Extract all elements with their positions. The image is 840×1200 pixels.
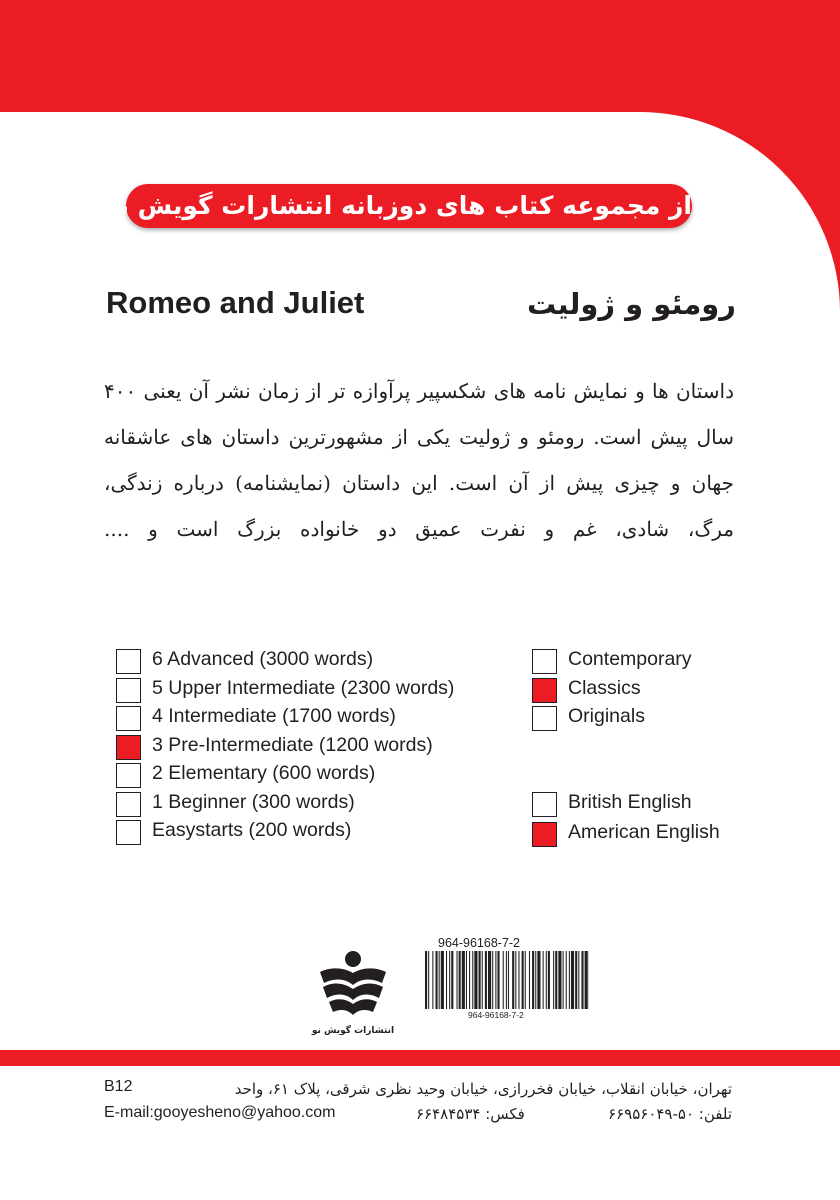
description-line: مرگ، شادی، غم و نفرت عمیق دو خانواده بزرگ است و .... — [104, 517, 734, 541]
level-label: 4 Intermediate (1700 words) — [152, 705, 396, 727]
barcode-bar — [569, 951, 570, 1009]
barcode-bar — [479, 951, 481, 1009]
barcode-bar — [508, 951, 509, 1009]
barcode-bar — [457, 951, 458, 1009]
barcode-bar — [485, 951, 487, 1009]
barcode-bar — [428, 951, 429, 1009]
barcode-bar — [439, 951, 440, 1009]
barcode-bar — [466, 951, 467, 1009]
barcode-bar — [581, 951, 583, 1009]
barcode-bar — [506, 951, 507, 1009]
barcode-bar — [522, 951, 524, 1009]
publisher-email: E-mail:gooyesheno@yahoo.com — [104, 1104, 336, 1121]
barcode-bar — [535, 951, 536, 1009]
barcode-bar — [462, 951, 465, 1009]
description-line: سال پیش است. رومئو و ژولیت یکی از مشهورترین داستان های عاشقانه — [104, 425, 734, 449]
english-label: American English — [568, 821, 720, 843]
barcode-bar — [492, 951, 493, 1009]
isbn-number: 964-96168-7-2 — [438, 936, 521, 950]
level-label: 1 Beginner (300 words) — [152, 790, 355, 813]
barcode-bar — [472, 951, 473, 1009]
level-checkbox[interactable] — [116, 649, 141, 674]
barcode-bar — [566, 951, 567, 1009]
barcode-bar — [553, 951, 554, 1009]
barcode-bar — [441, 951, 444, 1009]
open-book-person-icon — [318, 945, 388, 1025]
barcode-bar — [488, 951, 491, 1009]
english-checkbox[interactable] — [532, 792, 557, 817]
barcode-bar — [469, 951, 470, 1009]
publisher-logo-text: انتشارات گویش نو — [311, 1026, 395, 1036]
barcode-bar — [436, 951, 438, 1009]
barcode-bar — [543, 951, 544, 1009]
level-checkbox[interactable] — [116, 763, 141, 788]
barcode-bar — [529, 951, 530, 1009]
series-banner: از مجموعه کتاب های دوزبانه انتشارات گویش نو — [126, 184, 692, 228]
publisher-address-unit: B12 — [104, 1078, 133, 1095]
barcode-bar — [548, 951, 550, 1009]
barcode-bar — [482, 951, 483, 1009]
barcode-bar — [532, 951, 534, 1009]
barcode-bar — [497, 951, 499, 1009]
english-checkbox[interactable] — [532, 822, 557, 847]
barcode-bar — [555, 951, 557, 1009]
level-checkbox[interactable] — [116, 678, 141, 703]
isbn-number-small: 964-96168-7-2 — [468, 1010, 524, 1020]
level-label: 2 Elementary (600 words) — [152, 762, 376, 784]
type-label: Classics — [568, 676, 641, 699]
barcode-bar — [518, 951, 519, 1009]
publisher-fax: فکس: ۶۶۴۸۴۵۳۴ — [416, 1105, 525, 1123]
level-label: 5 Upper Intermediate (2300 words) — [152, 676, 455, 699]
english-label: British English — [568, 791, 692, 813]
barcode-bar — [512, 951, 514, 1009]
publisher-address: تهران، خیابان انقلاب، خیابان فخررازی، خیابان وحید نظری شرقی، پلاک ۶۱، واحد — [234, 1080, 732, 1098]
type-label: Originals — [568, 705, 645, 727]
book-title-english: Romeo and Juliet — [106, 285, 365, 320]
level-checkbox[interactable] — [116, 792, 141, 817]
type-label: Contemporary — [568, 648, 692, 670]
description-line: داستان ها و نمایش نامه های شکسپیر پرآوازه تر از زمان نشر آن یعنی ۴۰۰ — [104, 379, 734, 403]
book-title-persian: رومئو و ژولیت — [526, 287, 736, 321]
publisher-phone: تلفن: ۵۰-۶۶۹۵۶۰۴۹ — [608, 1105, 732, 1123]
barcode-bar — [515, 951, 516, 1009]
type-checkbox[interactable] — [532, 649, 557, 674]
level-checkbox[interactable] — [116, 735, 141, 760]
barcode-bar — [432, 951, 433, 1009]
barcode-bar — [495, 951, 496, 1009]
barcode-bar — [446, 951, 447, 1009]
barcode-bar — [558, 951, 561, 1009]
type-checkbox[interactable] — [532, 706, 557, 731]
barcode-bar — [546, 951, 547, 1009]
description-line: جهان و چیزی پیش از آن است. این داستان (نمایشنامه) درباره زندگی، — [104, 471, 734, 495]
level-label: Easystarts (200 words) — [152, 819, 352, 841]
barcode — [423, 951, 591, 1009]
barcode-bar — [585, 951, 588, 1009]
barcode-bar — [571, 951, 574, 1009]
barcode-bar — [537, 951, 540, 1009]
barcode-bar — [474, 951, 477, 1009]
type-checkbox[interactable] — [532, 678, 557, 703]
level-checkbox[interactable] — [116, 706, 141, 731]
level-checkbox[interactable] — [116, 820, 141, 845]
barcode-bar — [578, 951, 579, 1009]
book-description — [104, 368, 734, 552]
barcode-bar — [425, 951, 427, 1009]
level-label: 6 Advanced (3000 words) — [152, 648, 374, 670]
level-label: 3 Pre-Intermediate (1200 words) — [152, 733, 433, 756]
barcode-bar — [575, 951, 577, 1009]
barcode-bar — [563, 951, 564, 1009]
barcode-bar — [503, 951, 504, 1009]
barcode-bar — [525, 951, 526, 1009]
barcode-bar — [459, 951, 461, 1009]
barcode-bar — [451, 951, 453, 1009]
barcode-bar — [449, 951, 450, 1009]
white-content-panel — [0, 112, 840, 1050]
